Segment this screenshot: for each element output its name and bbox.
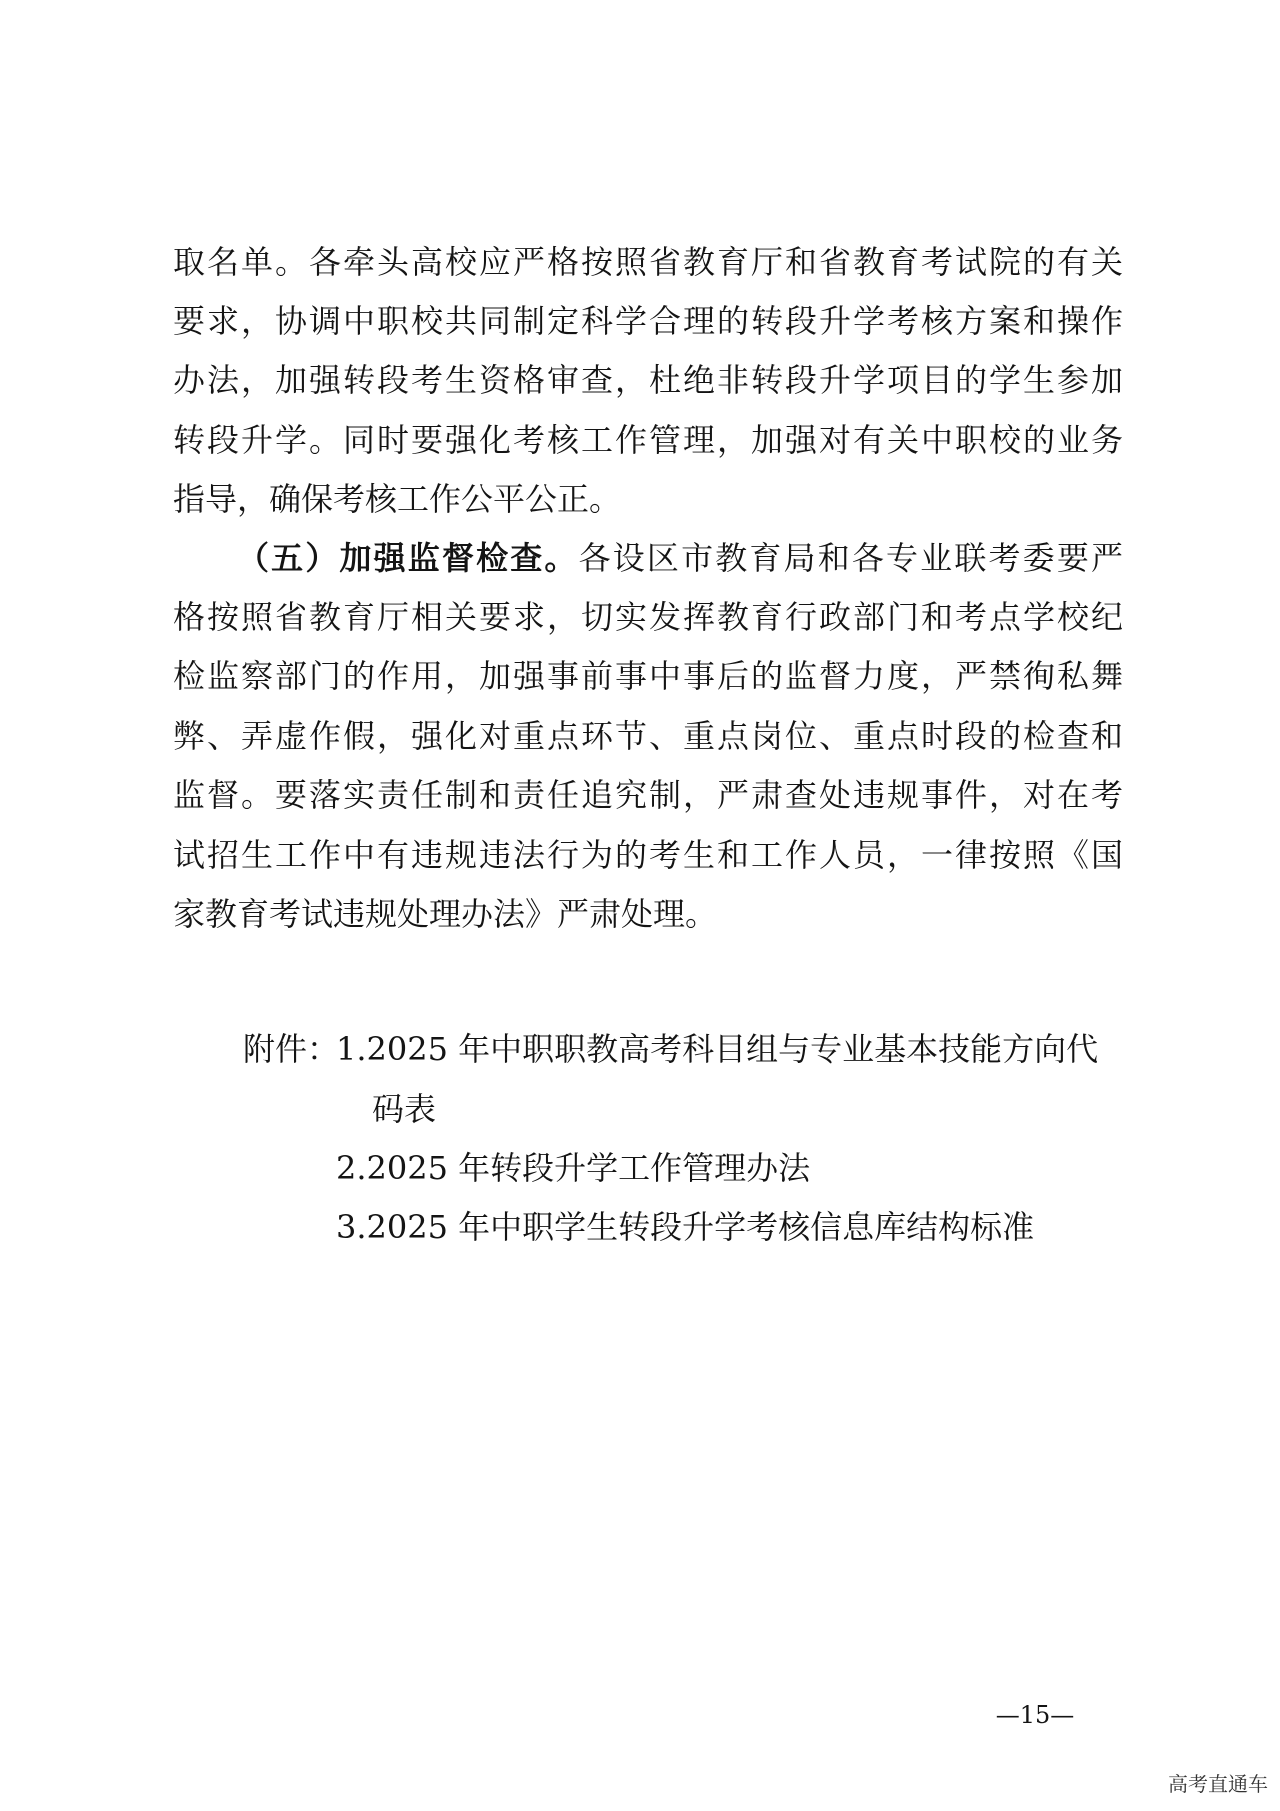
body-line: 转段升学。同时要强化考核工作管理，加强对有关中职校的业务: [173, 421, 1123, 459]
body-line: 试招生工作中有违规违法行为的考生和工作人员，一律按照《国: [173, 836, 1123, 874]
attachment-item: 2.2025 年转段升学工作管理办法: [336, 1149, 811, 1187]
attachment-item-continuation: 码表: [372, 1090, 437, 1128]
body-line: 取名单。各牵头高校应严格按照省教育厅和省教育考试院的有关: [173, 243, 1123, 281]
body-line: 检监察部门的作用，加强事前事中事后的监督力度，严禁徇私舞: [173, 657, 1123, 695]
section-first-line-text: 各设区市教育局和各专业联考委要严: [578, 539, 1123, 577]
body-line: 要求，协调中职校共同制定科学合理的转段升学考核方案和操作: [173, 302, 1123, 340]
body-line: 弊、弄虚作假，强化对重点环节、重点岗位、重点时段的检查和: [173, 717, 1123, 755]
body-line: 办法，加强转段考生资格审查，杜绝非转段升学项目的学生参加: [173, 361, 1123, 399]
body-line: 家教育考试违规处理办法》严肃处理。: [173, 895, 718, 933]
watermark: 高考直通车: [1168, 1772, 1268, 1796]
attachment-item: 1.2025 年中职职教高考科目组与专业基本技能方向代: [336, 1030, 1099, 1068]
attachment-item: 3.2025 年中职学生转段升学考核信息库结构标准: [336, 1208, 1035, 1246]
page-number: —15—: [995, 1701, 1075, 1729]
body-line: 指导，确保考核工作公平公正。: [173, 480, 622, 518]
body-line: 格按照省教育厅相关要求，切实发挥教育行政部门和考点学校纪: [173, 598, 1123, 636]
body-line: 监督。要落实责任制和责任追究制，严肃查处违规事件，对在考: [173, 776, 1123, 814]
section-first-line: [237, 538, 1123, 578]
attachments-label: 附件：: [243, 1030, 340, 1068]
section-heading: （五）加强监督检查。: [237, 539, 579, 577]
